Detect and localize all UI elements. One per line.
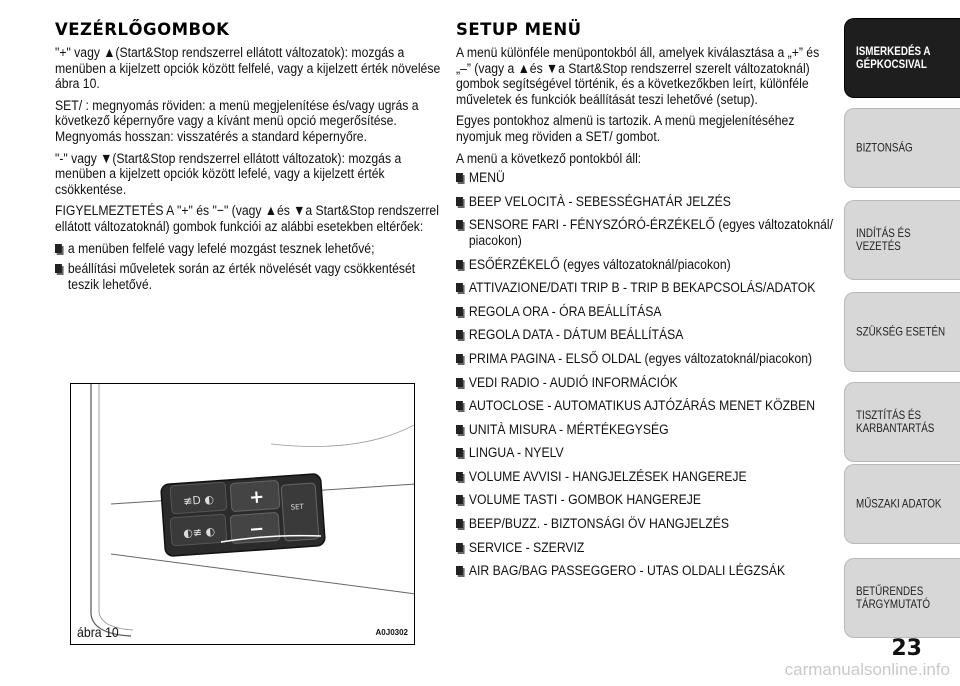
list-item: ATTIVAZIONE/DATI TRIP B - TRIP B BEKAPCSOLÁS/ADATOK (456, 281, 833, 297)
bullet-icon (456, 173, 465, 184)
figure-control-panel (70, 383, 415, 645)
bullet-icon (456, 401, 465, 412)
list-item: VEDI RADIO - AUDIÓ INFORMÁCIÓK (456, 376, 833, 392)
list-item: beállítási műveletek során az érték növelését vagy csökkentését teszik lehetővé. (55, 262, 449, 293)
svg-text:≢D ◐: ≢D ◐ (182, 492, 215, 509)
chapter-tab[interactable] (844, 18, 960, 98)
control-panel-illustration (71, 384, 415, 645)
bullet-icon (456, 307, 465, 318)
svg-text:◐≢ ◐: ◐≢ ◐ (182, 524, 216, 541)
page-number: 23 (891, 636, 922, 661)
chapter-tab[interactable] (844, 382, 960, 462)
paragraph-plus-button: "+" vagy ▲(Start&Stop rendszerrel ellátott változatok): mozgás a menüben a kijelzett opciók között felfelé, vagy a kijelzett érték növelése ábra 10. (55, 45, 441, 93)
paragraph-warning: FIGYELMEZTETÉS A "+" és "−" (vagy ▲és ▼a Start&Stop rendszerrel ellátott változatoknál) gombok funkciói az alábbi esetekben eltérőek: (55, 203, 439, 235)
svg-text:+: + (248, 486, 265, 509)
chapter-tab-label: BIZTONSÁG (856, 140, 913, 155)
bullet-icon (456, 283, 465, 294)
list-item: SENSORE FARI - FÉNYSZÓRÓ-ÉRZÉKELŐ (egyes változatoknál/ piacokon) (456, 218, 833, 249)
chapter-tab[interactable] (844, 200, 960, 280)
paragraph-menu-items-intro: A menü a következő pontokból áll: (456, 150, 642, 167)
list-item: LINGUA - NYELV (456, 446, 833, 462)
paragraph-submenu: Egyes pontokhoz almenü is tartozik. A menü megjelenítéséhez nyomjuk meg röviden a SET/ gombot. (456, 113, 795, 145)
list-item: PRIMA PAGINA - ELSŐ OLDAL (egyes változatoknál/piacokon) (456, 352, 833, 368)
right-column (456, 18, 834, 588)
figure-code: A0J0302 (375, 628, 408, 637)
paragraph-minus-button: "-" vagy ▼(Start&Stop rendszerrel ellátott változatok): mozgás a menüben a kijelzett opciók között lefelé, vagy a kijelzett érték csökkentése. (55, 150, 402, 198)
chapter-tab[interactable] (844, 464, 960, 544)
warning-bullet-list (55, 242, 450, 294)
chapter-tab-label: ISMERKEDÉS A GÉPKOCSIVAL (856, 44, 931, 71)
list-item: REGOLA ORA - ÓRA BEÁLLÍTÁSA (456, 305, 833, 321)
bullet-icon (456, 330, 465, 341)
bullet-icon (456, 495, 465, 506)
chapter-tab-label: BETŰRENDES TÁRGYMUTATÓ (856, 584, 930, 611)
bullet-icon (456, 378, 465, 389)
list-item: VOLUME TASTI - GOMBOK HANGEREJE (456, 493, 833, 509)
bullet-icon (456, 197, 465, 208)
bullet-icon (55, 264, 64, 275)
bullet-icon (456, 543, 465, 554)
chapter-tab-label: MŰSZAKI ADATOK (856, 496, 942, 511)
menu-items-list (456, 171, 834, 580)
list-item: MENÜ (456, 171, 833, 187)
chapter-tabs (844, 18, 960, 648)
set-button (281, 483, 319, 541)
bullet-icon (456, 220, 465, 231)
list-item: REGOLA DATA - DÁTUM BEÁLLÍTÁSA (456, 328, 833, 344)
svg-text:−: − (248, 518, 265, 541)
list-item: BEEP VELOCITÀ - SEBESSÉGHATÁR JELZÉS (456, 195, 833, 211)
chapter-tab-label: SZÜKSÉG ESETÉN (856, 324, 946, 339)
list-item: VOLUME AVVISI - HANGJELZÉSEK HANGEREJE (456, 470, 833, 486)
svg-text:SET: SET (290, 502, 305, 512)
list-item: AUTOCLOSE - AUTOMATIKUS AJTÓZÁRÁS MENET KÖZBEN (456, 399, 833, 415)
list-item: ESŐÉRZÉKELŐ (egyes változatoknál/piacokon) (456, 258, 833, 274)
section-heading-setup-menu: SETUP MENÜ (456, 20, 582, 39)
chapter-tab-label: INDÍTÁS ÉS VEZETÉS (856, 226, 911, 253)
left-column (55, 18, 450, 298)
paragraph-menu-intro: A menü különféle menüpontokból áll, amelyek kiválasztása a „+” és „–” (vagy a ▲és ▼a Start&Stop rendszerrel szerelt változatoknál) gombok segítségével történik, és a következőkben leírt, különféle műveletek és funkciók beállítását teszi lehetővé (setup). (456, 45, 820, 108)
chapter-tab[interactable] (844, 558, 960, 638)
bullet-icon (456, 354, 465, 365)
section-heading-controls: VEZÉRLŐGOMBOK (55, 20, 230, 39)
bullet-icon (55, 244, 64, 255)
paragraph-set-button: SET/ : megnyomás röviden: a menü megjelenítése és/vagy ugrás a következő képernyőre vagy a kívánt menü opció megerősítése. Megnyomás hosszan: visszatérés a standard képernyőre. (55, 97, 419, 145)
list-item: AIR BAG/BAG PASSEGGERO - UTAS OLDALI LÉGZSÁK (456, 564, 833, 580)
chapter-tab[interactable] (844, 292, 960, 372)
chapter-tab[interactable] (844, 108, 960, 188)
list-item: a menüben felfelé vagy lefelé mozgást tesznek lehetővé; (55, 242, 449, 258)
bullet-icon (456, 566, 465, 577)
bullet-icon (456, 519, 465, 530)
list-item: UNITÀ MISURA - MÉRTÉKEGYSÉG (456, 423, 833, 439)
chapter-tab-label: TISZTÍTÁS ÉS KARBANTARTÁS (856, 408, 935, 435)
bullet-icon (456, 472, 465, 483)
bullet-icon (456, 425, 465, 436)
bullet-icon (456, 448, 465, 459)
figure-caption: ábra 10 (77, 624, 119, 640)
list-item: SERVICE - SZERVIZ (456, 541, 833, 557)
bullet-icon (456, 260, 465, 271)
watermark: carmanualsonline.info (784, 660, 950, 679)
list-item: BEEP/BUZZ. - BIZTONSÁGI ÖV HANGJELZÉS (456, 517, 833, 533)
